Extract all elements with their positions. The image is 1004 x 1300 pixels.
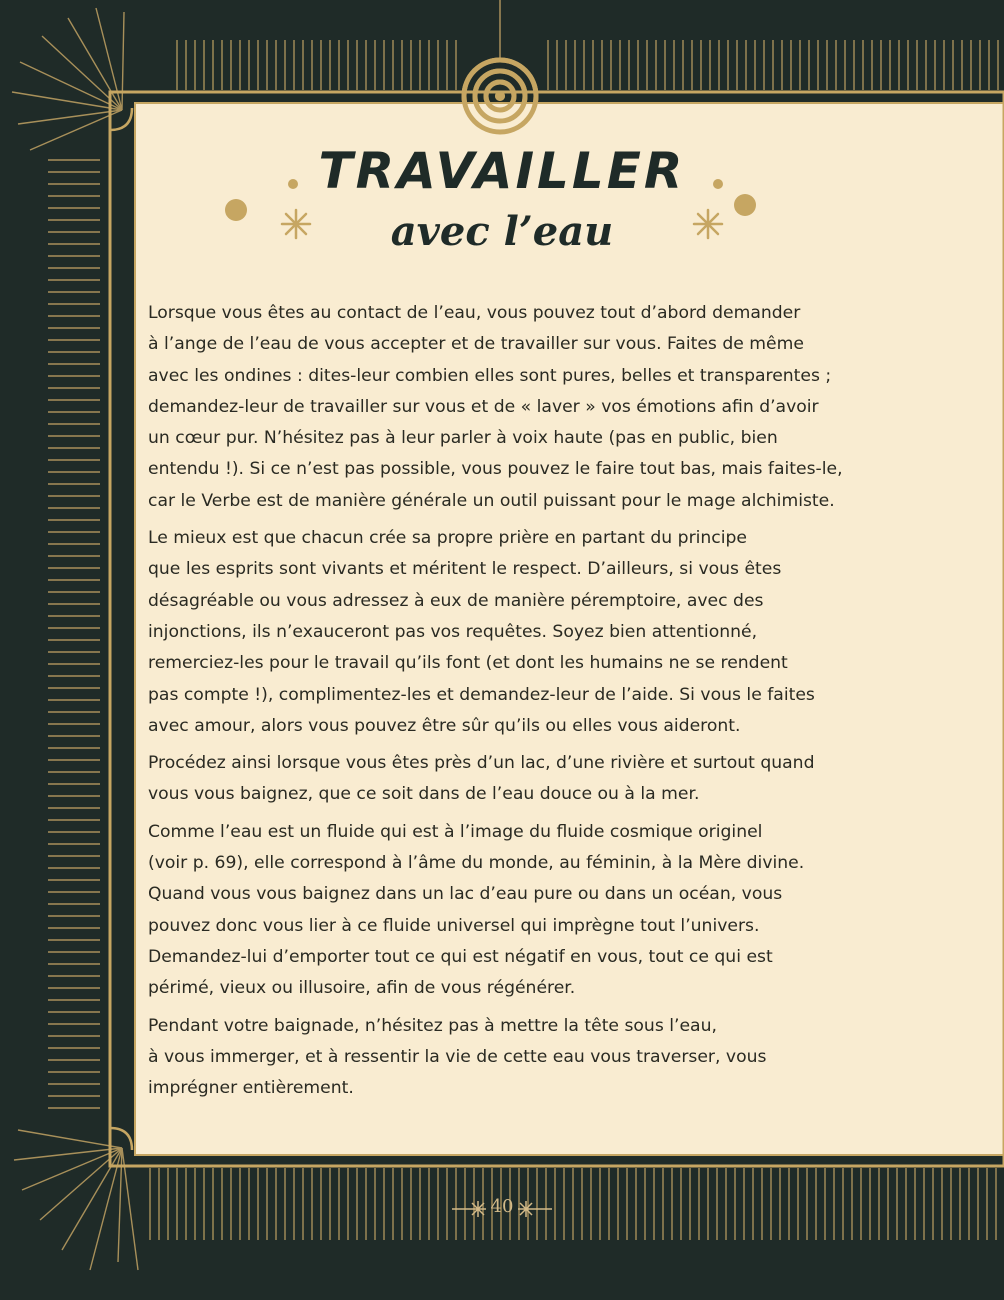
text-line: imprégner entièrement. bbox=[148, 1078, 354, 1099]
text-line: que les esprits sont vivants et méritent le respect. D’ailleurs, si vous êtes bbox=[148, 559, 782, 580]
paragraph bbox=[148, 1011, 878, 1105]
page-subtitle: avec l’eau bbox=[390, 208, 614, 255]
page-title: TRAVAILLER bbox=[318, 142, 686, 200]
text-line: injonctions, ils n’exauceront pas vos requêtes. Soyez bien attentionné, bbox=[148, 621, 758, 642]
text-line: Le mieux est que chacun crée sa propre prière en partant du principe bbox=[148, 528, 748, 549]
text-line: un cœur pur. N’hésitez pas à leur parler à voix haute (pas en public, bien bbox=[148, 428, 778, 449]
text-line: Quand vous vous baignez dans un lac d’eau pure ou dans un océan, vous bbox=[148, 884, 783, 905]
text-line: périmé, vieux ou illusoire, afin de vous régénérer. bbox=[148, 978, 576, 999]
text-line: remerciez-les pour le travail qu’ils font (et dont les humains ne se rendent bbox=[148, 653, 788, 674]
text-line: avec les ondines : dites-leur combien elles sont pures, belles et transparentes ; bbox=[148, 365, 832, 386]
paragraph bbox=[148, 523, 878, 742]
paragraph bbox=[148, 298, 878, 517]
text-line: entendu !). Si ce n’est pas possible, vous pouvez le faire tout bas, mais faites-le, bbox=[148, 459, 843, 480]
text-line: pas compte !), complimentez-les et demandez-leur de l’aide. Si vous le faites bbox=[148, 684, 815, 705]
text-line: car le Verbe est de manière générale un outil puissant pour le mage alchimiste. bbox=[148, 490, 835, 511]
text-line: Lorsque vous êtes au contact de l’eau, vous pouvez tout d’abord demander bbox=[148, 303, 801, 323]
text-line: Comme l’eau est un fluide qui est à l’image du fluide cosmique originel bbox=[148, 821, 763, 842]
text-line: Demandez-lui d’emporter tout ce qui est négatif en vous, tout ce qui est bbox=[148, 946, 773, 967]
paragraph bbox=[148, 817, 878, 1005]
text-line: Procédez ainsi lorsque vous êtes près d’un lac, d’une rivière et surtout quand bbox=[148, 753, 815, 774]
page-number: 40 bbox=[490, 1196, 514, 1217]
text-line: (voir p. 69), elle correspond à l’âme du monde, au féminin, à la Mère divine. bbox=[148, 853, 805, 874]
text-line: à vous immerger, et à ressentir la vie de cette eau vous traverser, vous bbox=[148, 1046, 767, 1067]
text-line: pouvez donc vous lier à ce fluide universel qui imprègne tout l’univers. bbox=[148, 915, 760, 936]
text-line: désagréable ou vous adressez à eux de manière péremptoire, avec des bbox=[148, 590, 764, 611]
text-line: vous vous baignez, que ce soit dans de l’eau douce ou à la mer. bbox=[148, 784, 700, 805]
paragraph bbox=[148, 748, 878, 811]
text-line: avec amour, alors vous pouvez être sûr qu’ils ou elles vous aideront. bbox=[148, 715, 741, 736]
text-line: Pendant votre baignade, n’hésitez pas à mettre la tête sous l’eau, bbox=[148, 1015, 717, 1036]
text-line: demandez-leur de travailler sur vous et de « laver » vos émotions afin d’avoir bbox=[148, 396, 819, 417]
text-line: à l’ange de l’eau de vous accepter et de travailler sur vous. Faites de même bbox=[148, 334, 804, 355]
body-text bbox=[148, 298, 878, 1110]
